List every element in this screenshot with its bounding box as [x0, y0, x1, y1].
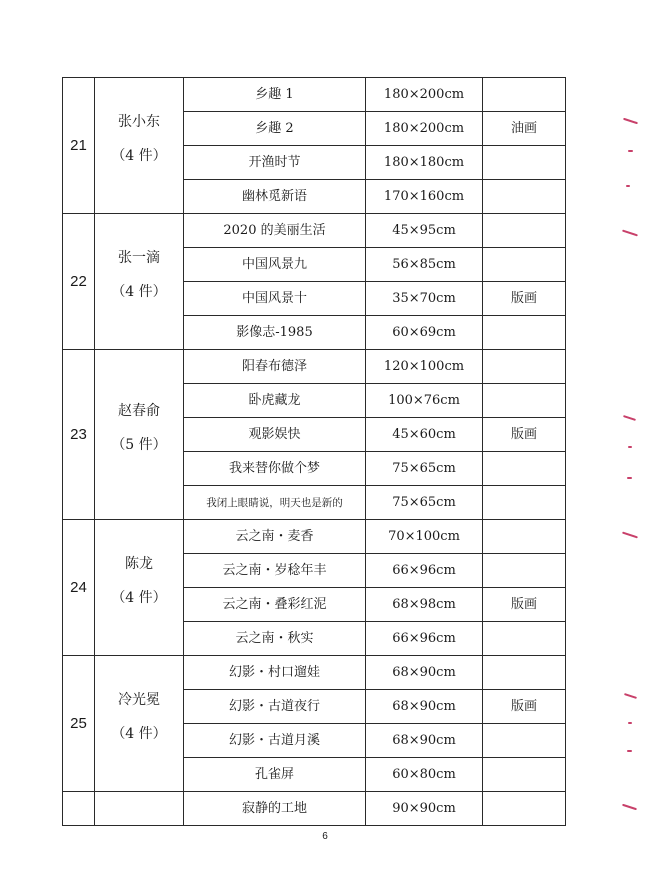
work-count: （4 件） — [111, 147, 167, 164]
entry-number: 24 — [63, 520, 95, 656]
work-size: 45×95cm — [366, 214, 483, 248]
entry-number: 25 — [63, 656, 95, 792]
table-row — [63, 350, 566, 384]
medium-label: 版画 — [483, 690, 566, 724]
work-title: 观影娱快 — [184, 418, 366, 452]
medium-cell — [483, 520, 566, 554]
work-size: 68×90cm — [366, 656, 483, 690]
medium-cell — [483, 792, 566, 826]
medium-label: 版画 — [483, 588, 566, 622]
medium-cell — [483, 758, 566, 792]
edge-mark — [628, 150, 633, 152]
work-size: 180×180cm — [366, 146, 483, 180]
work-title: 卧虎藏龙 — [184, 384, 366, 418]
edge-mark — [628, 446, 632, 448]
edge-mark — [627, 750, 632, 752]
medium-cell — [483, 622, 566, 656]
work-count: （5 件） — [111, 436, 167, 453]
edge-mark — [622, 804, 637, 811]
work-size: 90×90cm — [366, 792, 483, 826]
work-title: 孔雀屏 — [184, 758, 366, 792]
artist-name: 赵春俞 — [118, 402, 160, 419]
work-title: 云之南・秋实 — [184, 622, 366, 656]
work-size: 68×90cm — [366, 724, 483, 758]
work-title: 幽林觅新语 — [184, 180, 366, 214]
edge-mark — [627, 477, 632, 479]
work-size: 68×90cm — [366, 690, 483, 724]
table-row — [63, 520, 566, 554]
work-size: 170×160cm — [366, 180, 483, 214]
artworks-table — [62, 77, 566, 826]
medium-cell — [483, 214, 566, 248]
work-title: 云之南・麦香 — [184, 520, 366, 554]
medium-cell — [483, 78, 566, 112]
work-title: 乡趣 2 — [184, 112, 366, 146]
work-size: 35×70cm — [366, 282, 483, 316]
work-count: （4 件） — [111, 725, 167, 742]
work-title: 中国风景九 — [184, 248, 366, 282]
edge-mark — [622, 230, 638, 237]
work-count: （4 件） — [111, 283, 167, 300]
work-size: 180×200cm — [366, 112, 483, 146]
artist-cell — [95, 656, 184, 792]
work-title: 中国风景十 — [184, 282, 366, 316]
medium-cell — [483, 656, 566, 690]
artist-name: 张小东 — [118, 113, 160, 130]
edge-mark — [623, 118, 638, 125]
work-title: 我闭上眼睛说，明天也是新的 — [184, 486, 366, 520]
work-count: （4 件） — [111, 589, 167, 606]
edge-mark — [623, 415, 636, 421]
medium-cell — [483, 248, 566, 282]
medium-cell — [483, 384, 566, 418]
entry-number — [63, 792, 95, 826]
entry-number: 23 — [63, 350, 95, 520]
table-row — [63, 78, 566, 112]
work-title: 乡趣 1 — [184, 78, 366, 112]
artist-name: 张一滴 — [118, 249, 160, 266]
work-size: 100×76cm — [366, 384, 483, 418]
medium-cell — [483, 316, 566, 350]
work-size: 60×80cm — [366, 758, 483, 792]
work-size: 70×100cm — [366, 520, 483, 554]
medium-cell — [483, 486, 566, 520]
work-title: 我来替你做个梦 — [184, 452, 366, 486]
artist-cell — [95, 350, 184, 520]
table-row — [63, 214, 566, 248]
medium-cell — [483, 554, 566, 588]
work-size: 120×100cm — [366, 350, 483, 384]
work-size: 180×200cm — [366, 78, 483, 112]
work-size: 56×85cm — [366, 248, 483, 282]
medium-cell — [483, 180, 566, 214]
table-row — [63, 656, 566, 690]
artist-cell — [95, 214, 184, 350]
work-size: 75×65cm — [366, 452, 483, 486]
work-title: 云之南・岁稔年丰 — [184, 554, 366, 588]
work-title: 幻影・古道月溪 — [184, 724, 366, 758]
work-title: 2020 的美丽生活 — [184, 214, 366, 248]
artist-cell — [95, 792, 184, 826]
medium-label: 版画 — [483, 418, 566, 452]
medium-cell — [483, 146, 566, 180]
medium-label: 版画 — [483, 282, 566, 316]
medium-cell — [483, 452, 566, 486]
work-title: 阳春布德泽 — [184, 350, 366, 384]
edge-mark — [626, 185, 630, 187]
work-size: 68×98cm — [366, 588, 483, 622]
artworks-table-body — [63, 78, 566, 826]
page-number: 6 — [322, 831, 328, 842]
work-size: 66×96cm — [366, 554, 483, 588]
edge-mark — [628, 722, 632, 724]
table-row — [63, 792, 566, 826]
artist-cell — [95, 78, 184, 214]
artist-cell — [95, 520, 184, 656]
work-title: 幻影・古道夜行 — [184, 690, 366, 724]
work-title: 幻影・村口遛娃 — [184, 656, 366, 690]
artist-name: 陈龙 — [125, 555, 153, 572]
entry-number: 22 — [63, 214, 95, 350]
work-title: 影像志-1985 — [184, 316, 366, 350]
medium-cell — [483, 350, 566, 384]
edge-mark — [622, 532, 638, 539]
medium-cell — [483, 724, 566, 758]
entry-number: 21 — [63, 78, 95, 214]
edge-mark — [624, 693, 637, 699]
work-size: 75×65cm — [366, 486, 483, 520]
work-size: 60×69cm — [366, 316, 483, 350]
medium-label: 油画 — [483, 112, 566, 146]
work-title: 寂静的工地 — [184, 792, 366, 826]
work-size: 66×96cm — [366, 622, 483, 656]
work-title: 开渔时节 — [184, 146, 366, 180]
artist-name: 冷光冕 — [118, 691, 160, 708]
work-title: 云之南・叠彩红泥 — [184, 588, 366, 622]
work-size: 45×60cm — [366, 418, 483, 452]
